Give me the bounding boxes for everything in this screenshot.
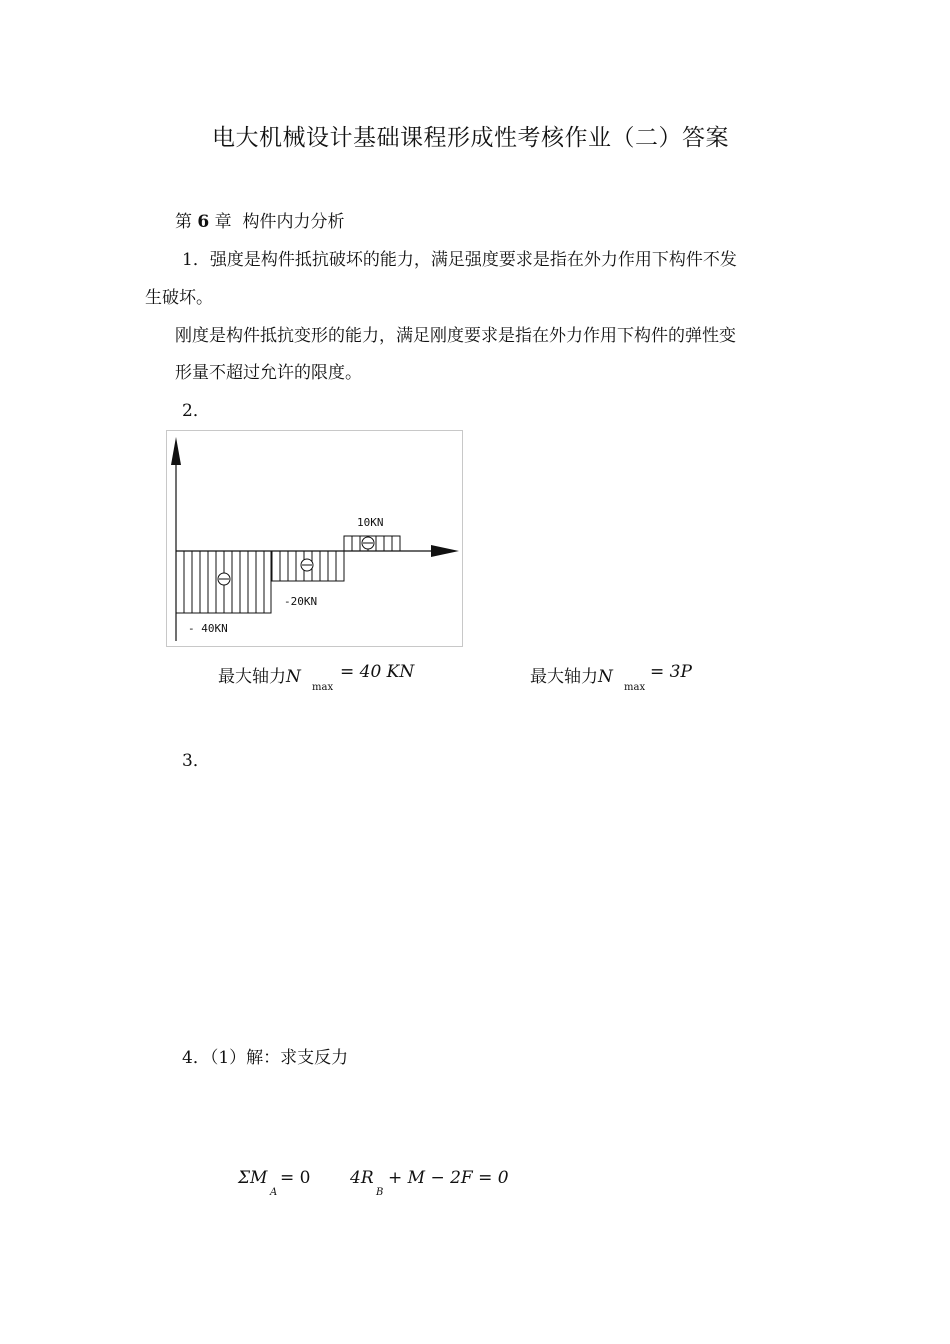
f1-rhs: = 40 KN — [340, 662, 415, 682]
eq2-rest: + M − 2F = 0 — [388, 1168, 509, 1188]
x-axis-arrow — [431, 545, 459, 557]
chapter-heading — [175, 207, 344, 232]
q4-label: 4．（1）解：求支反力 — [182, 1048, 349, 1068]
f1-prefix: 最大轴力 — [218, 667, 286, 687]
eq1-rhs: = 0 — [280, 1168, 311, 1188]
q3-label: 3． — [182, 751, 210, 771]
f1-var: N — [286, 667, 301, 687]
eq1-lhs: ΣM — [238, 1168, 268, 1188]
formula-max-axial-1 — [218, 662, 301, 687]
eq1-subscript: A — [270, 1187, 278, 1198]
y-axis-arrow — [171, 437, 181, 465]
eq2-subscript: B — [376, 1187, 384, 1198]
q2-label: 2． — [182, 401, 210, 421]
axial-force-diagram — [166, 430, 463, 647]
q1-line-1: 1．强度是构件抵抗破坏的能力，满足强度要求是指在外力作用下构件不发 — [182, 250, 737, 270]
sign-circle-3 — [362, 537, 374, 549]
eq-moment-sum — [238, 1168, 267, 1188]
f2-var: N — [598, 667, 613, 687]
label-neg40kn: - 40KN — [188, 622, 228, 635]
formula-max-axial-2 — [530, 662, 613, 687]
chapter-number: 6 — [197, 212, 210, 232]
chapter-title: 构件内力分析 — [242, 212, 345, 232]
label-10kn: 10KN — [357, 516, 384, 529]
f1-subscript: max — [312, 682, 334, 693]
q1-line-2: 生破坏。 — [145, 288, 213, 308]
sign-circle-1 — [218, 573, 230, 585]
page-title: 电大机械设计基础课程形成性考核作业（二）答案 — [212, 125, 729, 151]
chapter-prefix: 第 — [175, 212, 192, 232]
f2-rhs: = 3P — [650, 662, 692, 682]
label-neg20kn: -20KN — [284, 595, 318, 608]
q1-line-3: 刚度是构件抵抗变形的能力，满足刚度要求是指在外力作用下构件的弹性变 — [175, 326, 736, 346]
axial-force-svg — [167, 431, 462, 646]
f2-subscript: max — [624, 682, 646, 693]
sign-circle-2 — [301, 559, 313, 571]
eq2-a: 4R — [350, 1168, 374, 1188]
chapter-suffix: 章 — [214, 212, 232, 232]
q1-line-4: 形量不超过允许的限度。 — [175, 363, 362, 383]
f2-prefix: 最大轴力 — [530, 667, 598, 687]
